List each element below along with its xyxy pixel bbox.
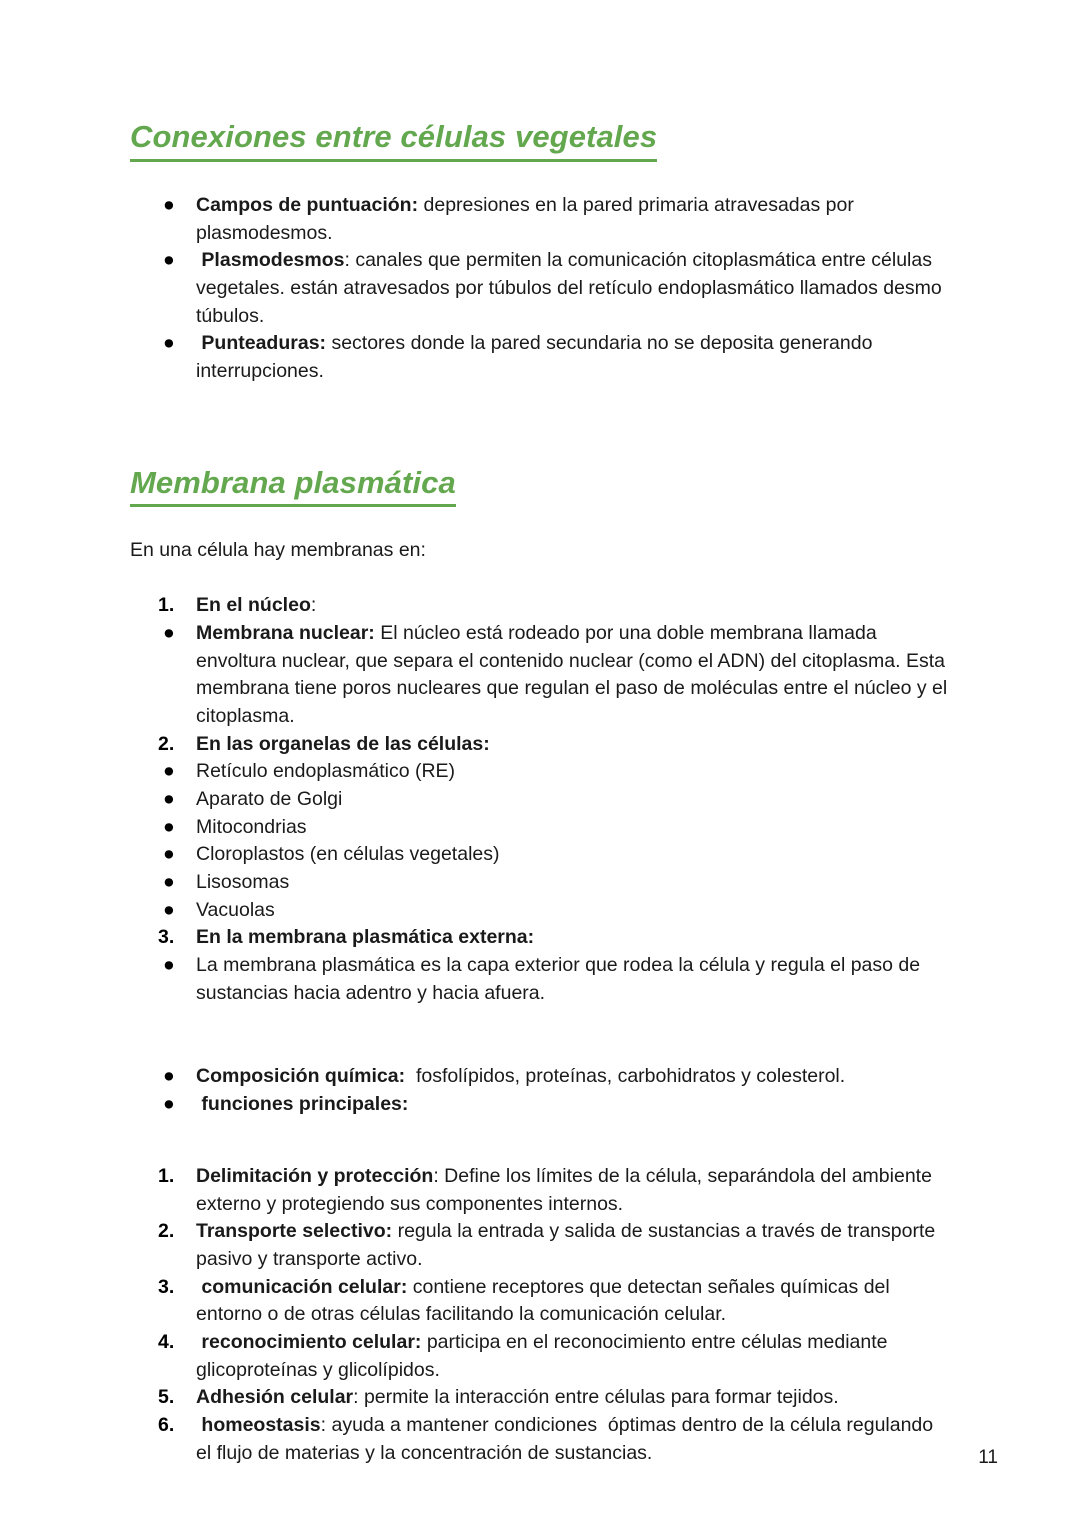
list-membrane-functions (130, 1163, 950, 1468)
list-item-text: : canales que permiten la comunicación citoplasmática entre células vegetales. están atravesados por túbulos del retículo endoplasmático llamados desmo túbulos. (196, 249, 948, 327)
list-item (130, 758, 950, 786)
bullet-icon: ● (163, 954, 175, 977)
list-item-text: sectores donde la pared secundaria no se deposita generando interrupciones. (196, 332, 878, 382)
section-heading-wrap-membrana (130, 464, 950, 508)
list-item (130, 924, 950, 952)
list-item-term: Plasmodesmos (196, 249, 345, 272)
bullet-icon: ● (163, 1065, 175, 1088)
list-marker: 2. (158, 1220, 175, 1243)
spacer (130, 1149, 950, 1163)
spacer (130, 1007, 950, 1063)
list-item (130, 814, 950, 842)
bullet-icon: ● (163, 332, 175, 355)
bullet-icon: ● (163, 871, 175, 893)
spacer (130, 565, 950, 592)
list-item-text: participa en el reconocimiento entre células mediante glicoproteínas y glicolípidos. (196, 1330, 893, 1381)
bullet-icon: ● (163, 843, 175, 866)
list-conexiones-bullets (130, 192, 950, 386)
list-marker: 4. (158, 1330, 175, 1353)
list-item-term: Campos de puntuación: (196, 193, 419, 216)
list-item-term: reconocimiento celular: (196, 1330, 422, 1353)
list-item-text: La membrana plasmática es la capa exterior que rodea la célula y regula el paso de sustancias hacia adentro y hacia afuera. (196, 954, 926, 1004)
list-item (130, 869, 950, 897)
list-marker: 6. (158, 1414, 175, 1436)
list-item-term: comunicación celular: (196, 1275, 408, 1298)
list-item-text: contiene receptores que detectan señales químicas del entorno o de otras células facilitando la comunicación celular. (196, 1275, 896, 1326)
list-item-text: fosfolípidos, proteínas, carbohidratos y colesterol. (410, 1065, 846, 1088)
list-item (130, 620, 953, 731)
page-number: 11 (978, 1447, 998, 1468)
list-item-term: Transporte selectivo: (196, 1220, 393, 1243)
bullet-icon: ● (163, 621, 175, 644)
list-item-text: Retículo endoplasmático (RE) (196, 760, 456, 783)
list-membrane-properties (130, 1063, 950, 1118)
list-item-text: Cloroplastos (en células vegetales) (196, 843, 500, 866)
list-marker: 3. (158, 1275, 175, 1298)
bullet-icon: ● (163, 249, 175, 272)
list-item (130, 330, 950, 385)
list-item-term: Adhesión celular (196, 1386, 354, 1409)
page-content (130, 118, 953, 1467)
list-item-text: regula la entrada y salida de sustancias a través de transporte pasivo y transporte activo. (196, 1220, 941, 1270)
list-item (130, 1384, 950, 1412)
list-item-text: El núcleo está rodeado por una doble membrana llamada envoltura nuclear, que separa el contenido nuclear (como el ADN) del citoplasma. Esta membrana tiene poros nucleares que regulan el paso de moléculas entre el núcleo y el citoplasma. (196, 621, 953, 727)
list-item (130, 952, 950, 1007)
list-item (130, 1412, 950, 1467)
list-marker: 3. (158, 926, 175, 949)
list-item-term: homeostasis (196, 1414, 321, 1436)
list-item-text: Mitocondrias (196, 815, 307, 838)
list-item-term: Punteaduras: (196, 332, 327, 355)
list-item (130, 1218, 950, 1273)
list-item-term: Composición química: (196, 1065, 411, 1088)
list-item (130, 1063, 950, 1091)
list-item-text: : permite la interacción entre células para formar tejidos. (353, 1386, 839, 1409)
bullet-icon: ● (163, 1093, 175, 1116)
list-item-text: Aparato de Golgi (196, 787, 343, 810)
bullet-icon: ● (163, 787, 175, 810)
list-item-term: En las organelas de las células: (196, 732, 490, 755)
list-marker: 5. (158, 1386, 175, 1409)
list-item-text: : ayuda a mantener condiciones óptimas dentro de la célula regulando el flujo de materias y la concentración de sustancias. (196, 1414, 939, 1464)
section-heading-wrap-conexiones (130, 118, 950, 162)
list-item-text: depresiones en la pared primaria atravesadas por plasmodesmos. (196, 193, 860, 244)
list-item (130, 247, 950, 330)
list-item (130, 786, 950, 814)
list-item-term: En el núcleo (196, 594, 311, 617)
list-item (130, 1274, 950, 1329)
bullet-icon: ● (163, 193, 175, 216)
list-item (130, 1329, 950, 1384)
list-item-text: : Define los límites de la célula, separándola del ambiente externo y protegiendo sus componentes internos. (196, 1164, 938, 1215)
list-item (130, 1163, 950, 1218)
section-heading-membrana: Membrana plasmática (130, 464, 456, 508)
list-item (130, 1091, 950, 1119)
list-item (130, 731, 950, 759)
list-membrane-locations (130, 592, 953, 1007)
list-item-term: Delimitación y protección (196, 1164, 434, 1187)
list-item (130, 592, 950, 620)
list-item-term: Membrana nuclear: (196, 621, 375, 644)
bullet-icon: ● (163, 815, 175, 838)
intro-paragraph: En una célula hay membranas en: (130, 539, 426, 562)
section-heading-conexiones: Conexiones entre células vegetales (130, 118, 657, 162)
list-item (130, 897, 950, 925)
spacer (130, 507, 950, 537)
list-item (130, 841, 950, 869)
list-marker: 1. (158, 594, 175, 617)
spacer (130, 1119, 950, 1149)
list-item-term: En la membrana plasmática externa: (196, 926, 535, 949)
list-item-term: funciones principales: (196, 1093, 409, 1116)
spacer (130, 162, 950, 192)
list-item-text: : (310, 594, 317, 617)
list-item-text: Vacuolas (196, 898, 275, 921)
bullet-icon: ● (163, 760, 175, 783)
list-marker: 1. (158, 1164, 175, 1187)
list-item-text: Lisosomas (196, 871, 290, 893)
list-item (130, 192, 950, 247)
list-marker: 2. (158, 732, 175, 755)
spacer (130, 386, 950, 464)
bullet-icon: ● (163, 898, 175, 921)
